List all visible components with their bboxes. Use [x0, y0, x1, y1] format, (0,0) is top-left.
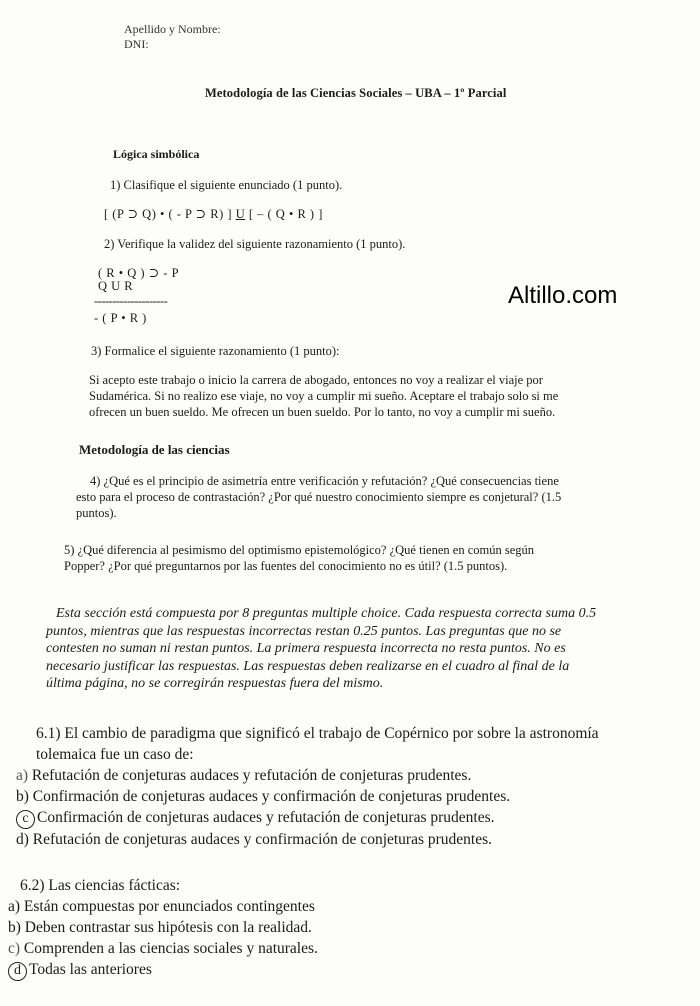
instructions-line-2: puntos, mientras que las respuestas incorrectas restan 0.25 puntos. Las preguntas que no se: [46, 623, 562, 639]
q62-option-d[interactable]: [8, 959, 318, 981]
option-text: Confirmación de conjeturas audaces y refutación de conjeturas prudentes.: [37, 809, 495, 826]
name-label: Apellido y Nombre:: [124, 22, 221, 36]
circled-answer-c: c: [16, 810, 35, 829]
option-text: Comprenden a las ciencias sociales y naturales.: [23, 940, 318, 957]
q61-option-a[interactable]: [16, 765, 599, 786]
instructions-line-3: contesten no suman ni restan puntos. La primera respuesta incorrecta no resta puntos. No es: [46, 641, 566, 656]
instructions-line-1: Esta sección está compuesta por 8 preguntas multiple choice. Cada respuesta correcta suma 0.5: [56, 606, 597, 621]
question-4: [76, 473, 686, 521]
option-letter: a): [8, 898, 21, 915]
question-2: 2) Verifique la validez del siguiente razonamiento (1 punto).: [104, 237, 406, 251]
option-text: Están compuestas por enunciados contingentes: [23, 898, 315, 915]
option-text: Todas las anteriores: [29, 961, 152, 978]
q62-option-a[interactable]: [8, 896, 318, 917]
option-letter: b): [16, 788, 29, 805]
question-3-text: [89, 372, 689, 420]
q61-stem-2: tolemaica fue un caso de:: [36, 746, 194, 763]
option-letter: b): [8, 919, 21, 936]
option-letter: c): [8, 940, 21, 957]
question-1: 1) Clasifique el siguiente enunciado (1 punto).: [110, 178, 343, 192]
watermark: Altillo.com: [508, 282, 618, 309]
question-6-1: [16, 723, 599, 850]
exam-title: Metodología de las Ciencias Sociales – UBA – 1º Parcial: [205, 86, 507, 100]
option-letter: a): [16, 767, 29, 784]
argument-separator: --------------------: [94, 294, 168, 308]
option-text: Refutación de conjeturas audaces y confirmación de conjeturas prudentes.: [32, 831, 493, 848]
circled-answer-d: d: [8, 962, 27, 981]
question-3: 3) Formalice el siguiente razonamiento (1 punto):: [91, 344, 340, 358]
question-5-line-1: 5) ¿Qué diferencia al pesimismo del optimismo epistemológico? ¿Qué tienen en común según: [64, 543, 535, 557]
formula-1-right: [ – ( Q • R ) ]: [245, 207, 323, 221]
mc-instructions: [46, 605, 696, 693]
q61-option-b[interactable]: [16, 786, 599, 807]
question-5-line-2: Popper? ¿Por qué preguntarnos por las fuentes del conocimiento no es útil? (1.5 puntos).: [64, 559, 508, 573]
question-5: [64, 542, 684, 574]
option-text: Deben contrastar sus hipótesis con la realidad.: [24, 919, 312, 936]
q61-option-d[interactable]: [16, 829, 599, 850]
question-4-line-1: 4) ¿Qué es el principio de asimetría entre verificación y refutación? ¿Qué consecuencias tiene: [90, 474, 559, 488]
instructions-line-4: necesario justificar las respuestas. Las respuestas deben realizarse en el cuadro al final de la: [46, 658, 570, 674]
formula-1-left: [ (P ⊃ Q) • ( - P ⊃ R) ]: [104, 207, 236, 221]
premise-1: ( R • Q ) ⊃ - P: [98, 266, 180, 280]
q62-option-b[interactable]: [8, 917, 318, 938]
formula-1: [104, 206, 323, 222]
section-heading-logic: Lógica simbólica: [113, 147, 200, 161]
option-text: Refutación de conjeturas audaces y refutación de conjeturas prudentes.: [31, 767, 472, 784]
q61-stem-1: 6.1) El cambio de paradigma que significó el trabajo de Copérnico por sobre la astronomía: [36, 725, 599, 742]
formula-1-operator: U: [235, 207, 246, 221]
conclusion: - ( P • R ): [94, 311, 147, 325]
q62-stem: 6.2) Las ciencias fácticas:: [20, 877, 181, 894]
question-4-line-2: esto para el proceso de contrastación? ¿Por qué nuestro conocimiento siempre es conjetural? (1.5: [76, 490, 562, 504]
section-heading-methodology: Metodología de las ciencias: [79, 442, 230, 457]
premise-2: Q U R: [98, 279, 134, 293]
option-letter: d): [16, 831, 29, 848]
question-3-line-1: Si acepto este trabajo o inicio la carrera de abogado, entonces no voy a realizar el viaje por: [89, 373, 543, 387]
option-text: Confirmación de conjeturas audaces y confirmación de conjeturas prudentes.: [32, 788, 511, 805]
question-6-2: [8, 875, 318, 981]
question-3-line-2: Sudamérica. Si no realizo ese viaje, no voy a cumplir mi sueño. Aceptare el trabajo solo si me: [89, 389, 559, 403]
question-3-line-3: ofrecen un buen sueldo. Me ofrecen un buen sueldo. Por lo tanto, no voy a cumplir mi sueño.: [89, 405, 556, 419]
q62-option-c[interactable]: [8, 938, 318, 959]
q61-option-c[interactable]: [16, 807, 599, 829]
instructions-line-5: última página, no se corregirán respuestas fuera del mismo.: [46, 676, 384, 691]
dni-label: DNI:: [124, 37, 149, 51]
question-4-line-3: puntos).: [76, 506, 117, 520]
